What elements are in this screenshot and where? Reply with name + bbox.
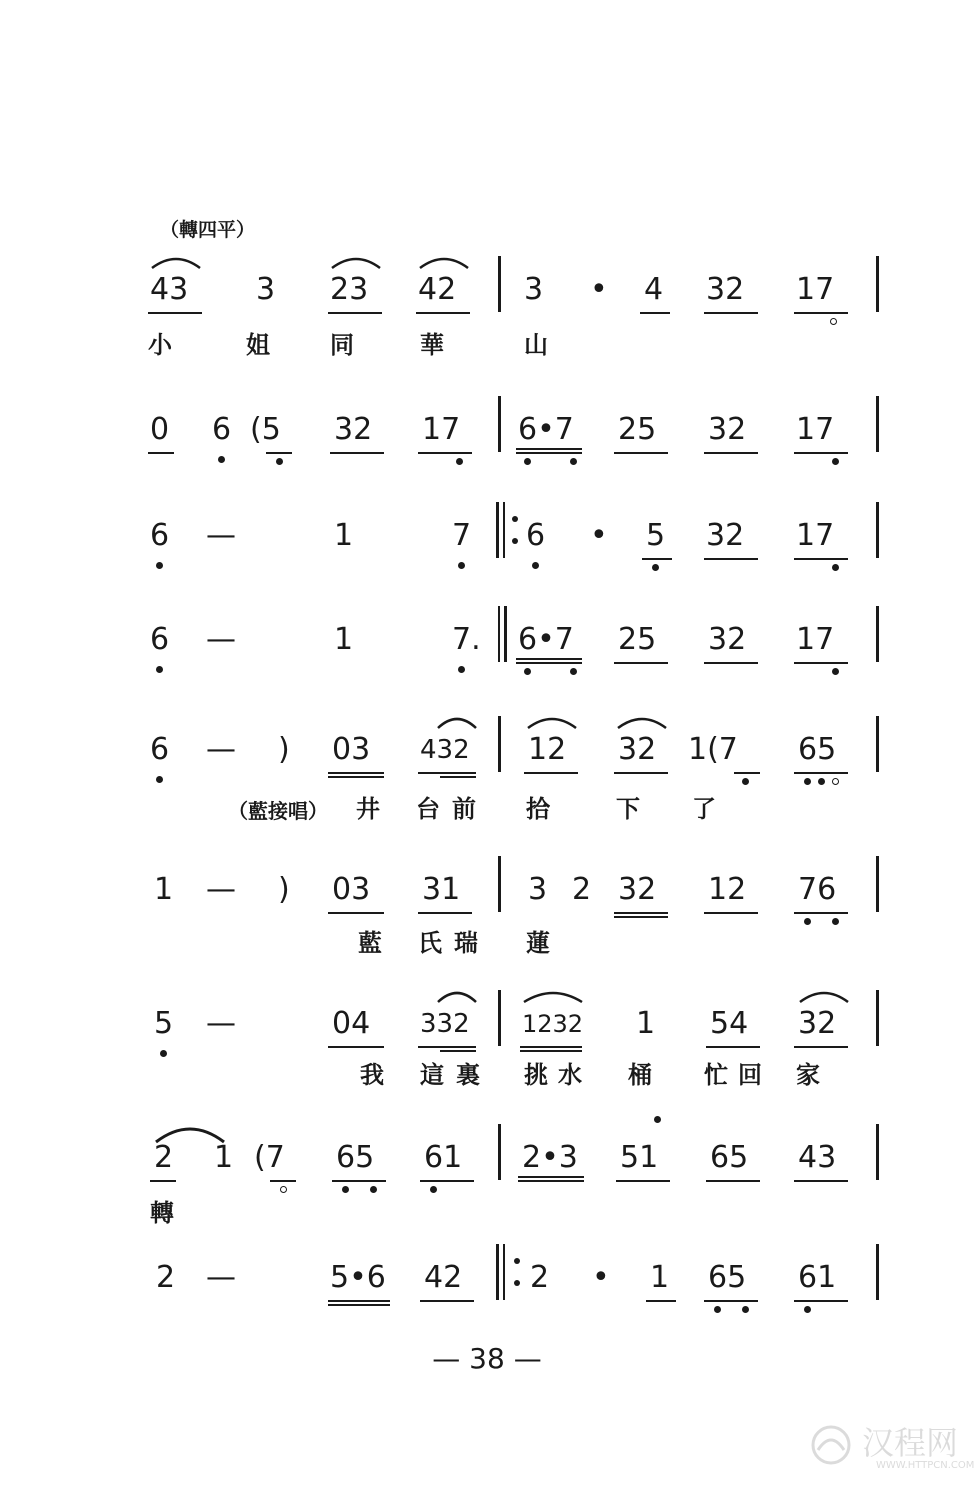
lyric: 華 bbox=[420, 330, 444, 359]
octave-dot bbox=[456, 458, 463, 465]
barline bbox=[876, 396, 879, 452]
beam-line bbox=[418, 1046, 476, 1048]
octave-dot bbox=[652, 564, 659, 571]
lyric: 下 bbox=[616, 794, 640, 823]
beam-line bbox=[328, 1046, 384, 1048]
octave-dot bbox=[430, 1186, 437, 1193]
score-row-2 bbox=[0, 392, 974, 502]
note-group: 51 bbox=[620, 1140, 659, 1175]
beam-line bbox=[148, 312, 202, 314]
lyric: 家 bbox=[796, 1060, 820, 1089]
tempo-note: （轉四平） bbox=[160, 219, 256, 241]
beam-line bbox=[520, 1046, 582, 1048]
beam-line bbox=[794, 772, 848, 774]
barline bbox=[498, 856, 501, 912]
lyric: 小 bbox=[148, 330, 172, 359]
barline bbox=[876, 1124, 879, 1180]
beam-line bbox=[794, 662, 848, 664]
note-group: 1232 bbox=[522, 1010, 584, 1038]
note-group: 2•3 bbox=[522, 1140, 578, 1175]
octave-dot bbox=[156, 562, 163, 569]
beam-line bbox=[704, 452, 758, 454]
note-group: — bbox=[206, 732, 236, 767]
beam-line bbox=[794, 1046, 848, 1048]
note-group: 65 bbox=[708, 1260, 747, 1295]
note-group: 42 bbox=[424, 1260, 463, 1295]
lyric: 藍 bbox=[358, 928, 382, 957]
note-group: 43 bbox=[150, 272, 189, 307]
note-group: 332 bbox=[420, 1009, 470, 1039]
note-group: 2 bbox=[156, 1260, 176, 1295]
note-group: 4 bbox=[644, 272, 664, 307]
score-row-1 bbox=[0, 252, 974, 362]
barline bbox=[876, 256, 879, 312]
beam-line bbox=[516, 452, 582, 454]
score-row-7 bbox=[0, 986, 974, 1096]
octave-dot bbox=[570, 668, 577, 675]
note-group: 03 bbox=[332, 732, 371, 767]
repeat-barline bbox=[496, 1244, 499, 1300]
slur-mark bbox=[522, 712, 582, 732]
octave-dot bbox=[742, 1306, 749, 1313]
beam-line bbox=[328, 912, 384, 914]
note-group: 2 bbox=[530, 1260, 550, 1295]
beam-line bbox=[518, 1176, 584, 1178]
beam-line bbox=[420, 1300, 474, 1302]
note-group: 6 bbox=[212, 412, 232, 447]
note-group: 1 bbox=[334, 622, 354, 657]
beam-line bbox=[520, 1050, 582, 1052]
lyric: 回 bbox=[738, 1060, 762, 1089]
note-group: (7 bbox=[254, 1140, 285, 1175]
note-group: 6 bbox=[150, 518, 170, 553]
repeat-barline bbox=[503, 1244, 505, 1300]
beam-line bbox=[418, 772, 476, 774]
beam-line bbox=[418, 452, 472, 454]
note-group: 04 bbox=[332, 1006, 371, 1041]
beam-line bbox=[516, 658, 582, 660]
note-group: 1 bbox=[154, 872, 174, 907]
repeat-dot bbox=[512, 538, 518, 544]
lyric: 井 bbox=[356, 794, 380, 823]
octave-dot bbox=[524, 458, 531, 465]
note-group: — bbox=[206, 1260, 236, 1295]
beam-line bbox=[516, 662, 582, 664]
watermark bbox=[840, 1418, 974, 1478]
slur-mark bbox=[434, 986, 480, 1006]
note-group: 17 bbox=[796, 622, 835, 657]
beam-line bbox=[642, 558, 672, 560]
note-group: 54 bbox=[710, 1006, 749, 1041]
octave-dot bbox=[804, 1306, 811, 1313]
note-group: 1 bbox=[214, 1140, 234, 1175]
slur-mark bbox=[612, 712, 672, 732]
lyric-note: （藍接唱） bbox=[228, 799, 328, 823]
octave-dot bbox=[804, 918, 811, 925]
beam-line bbox=[148, 452, 174, 454]
beam-line bbox=[614, 662, 668, 664]
beam-line bbox=[440, 1050, 476, 1052]
note-group: 1 bbox=[334, 518, 354, 553]
octave-dot bbox=[832, 668, 839, 675]
note-group: 43 bbox=[798, 1140, 837, 1175]
beam-line bbox=[330, 452, 384, 454]
barline bbox=[876, 1244, 879, 1300]
octave-dot bbox=[276, 458, 283, 465]
barline bbox=[876, 716, 879, 772]
note-group: 2 bbox=[154, 1140, 174, 1175]
note-group: 3 bbox=[524, 272, 544, 307]
note-group: 7 bbox=[452, 518, 472, 553]
octave-dot bbox=[280, 1186, 287, 1193]
slur-mark bbox=[146, 252, 206, 272]
repeat-dot bbox=[514, 1280, 520, 1286]
beam-line bbox=[614, 772, 668, 774]
beam-line bbox=[266, 452, 292, 454]
note-group: 6 bbox=[150, 622, 170, 657]
score-row-4 bbox=[0, 602, 974, 712]
lyric: 桶 bbox=[628, 1060, 652, 1089]
note-group: 32 bbox=[708, 412, 747, 447]
beam-line bbox=[616, 1180, 670, 1182]
note-group: 32 bbox=[618, 872, 657, 907]
note-group: 6 bbox=[526, 518, 546, 553]
note-group: 25 bbox=[618, 622, 657, 657]
octave-dot bbox=[524, 668, 531, 675]
note-group: 1 bbox=[636, 1006, 656, 1041]
lyric: 裏 bbox=[456, 1060, 480, 1089]
note-group: 76 bbox=[798, 872, 837, 907]
score-row-6 bbox=[0, 852, 974, 962]
octave-dot bbox=[832, 458, 839, 465]
octave-dot bbox=[156, 776, 163, 783]
barline bbox=[876, 856, 879, 912]
note-group: 5 bbox=[646, 518, 666, 553]
barline bbox=[876, 502, 879, 558]
octave-dot bbox=[830, 318, 837, 325]
beam-line bbox=[418, 912, 472, 914]
note-group: — bbox=[206, 518, 236, 553]
slur-mark bbox=[326, 252, 386, 272]
lyric: 水 bbox=[558, 1060, 582, 1089]
lyric: 我 bbox=[360, 1060, 384, 1089]
lyric: 蓮 bbox=[526, 928, 550, 957]
score-row-8 bbox=[0, 1120, 974, 1230]
repeat-barline bbox=[503, 502, 505, 558]
watermark-name: 汉程网 bbox=[862, 1424, 959, 1462]
watermark-logo-icon bbox=[806, 1420, 856, 1470]
beam-line bbox=[794, 558, 848, 560]
note-group: 32 bbox=[706, 272, 745, 307]
repeat-dot bbox=[512, 516, 518, 522]
octave-dot bbox=[342, 1186, 349, 1193]
lyric: 挑 bbox=[524, 1060, 548, 1089]
beam-line bbox=[524, 772, 578, 774]
score-row-5 bbox=[0, 712, 974, 822]
octave-dot bbox=[804, 778, 811, 785]
beam-line bbox=[328, 772, 384, 774]
lyric: 山 bbox=[524, 330, 548, 359]
lyric: 台 bbox=[416, 794, 440, 823]
beam-line bbox=[794, 452, 848, 454]
note-group: 23 bbox=[330, 272, 369, 307]
note-group: 3 bbox=[528, 872, 548, 907]
beam-line bbox=[420, 1180, 474, 1182]
note-group: — bbox=[206, 1006, 236, 1041]
beam-line bbox=[794, 912, 848, 914]
note-group: 5 bbox=[154, 1006, 174, 1041]
octave-dot bbox=[570, 458, 577, 465]
repeat-barline bbox=[496, 502, 499, 558]
note-group: 6•7 bbox=[518, 412, 574, 447]
note-group: 42 bbox=[418, 272, 457, 307]
note-group: 12 bbox=[708, 872, 747, 907]
slur-mark bbox=[520, 986, 586, 1006]
beam-line bbox=[328, 1300, 390, 1302]
beam-line bbox=[518, 1180, 584, 1182]
barline bbox=[498, 396, 501, 452]
beam-line bbox=[416, 312, 470, 314]
note-group: 1 bbox=[650, 1260, 670, 1295]
beam-line bbox=[328, 776, 384, 778]
note-group: 65 bbox=[798, 732, 837, 767]
beam-line bbox=[704, 1300, 758, 1302]
score-row-3 bbox=[0, 498, 974, 608]
octave-dot bbox=[532, 562, 539, 569]
octave-dot bbox=[218, 456, 225, 463]
octave-dot bbox=[458, 666, 465, 673]
note-group: 17 bbox=[796, 412, 835, 447]
lyric: 瑞 bbox=[454, 928, 478, 957]
octave-dot bbox=[156, 666, 163, 673]
beam-line bbox=[328, 312, 382, 314]
lyric: 前 bbox=[452, 794, 476, 823]
note-group: 32 bbox=[706, 518, 745, 553]
note-group: 25 bbox=[618, 412, 657, 447]
lyric: 這 bbox=[420, 1060, 444, 1089]
note-group: 2 bbox=[572, 872, 592, 907]
note-group: 7. bbox=[452, 622, 481, 657]
barline bbox=[504, 606, 507, 662]
beam-line bbox=[704, 912, 758, 914]
note-group: 17 bbox=[796, 272, 835, 307]
beam-line bbox=[614, 912, 668, 914]
lyric: 忙 bbox=[704, 1060, 728, 1089]
octave-dot bbox=[714, 1306, 721, 1313]
note-group: 432 bbox=[420, 735, 470, 765]
note-group: • bbox=[592, 1260, 610, 1295]
note-group: 32 bbox=[618, 732, 657, 767]
note-group: 03 bbox=[332, 872, 371, 907]
score-row-9 bbox=[0, 1240, 974, 1350]
note-group: 32 bbox=[334, 412, 373, 447]
note-group: ) bbox=[278, 732, 290, 767]
beam-line bbox=[706, 1046, 760, 1048]
beam-line bbox=[646, 1300, 676, 1302]
octave-dot bbox=[160, 1050, 167, 1057]
barline bbox=[498, 1124, 501, 1180]
beam-line bbox=[516, 448, 582, 450]
note-group: ) bbox=[278, 872, 290, 907]
note-group: 1(7 bbox=[688, 732, 738, 767]
octave-dot bbox=[370, 1186, 377, 1193]
beam-line bbox=[328, 1304, 390, 1306]
slur-mark bbox=[414, 252, 474, 272]
beam-line bbox=[794, 312, 848, 314]
beam-line bbox=[706, 1180, 760, 1182]
note-group: 6•7 bbox=[518, 622, 574, 657]
lyric: 同 bbox=[330, 330, 354, 359]
beam-line bbox=[704, 558, 758, 560]
beam-line bbox=[704, 312, 758, 314]
barline bbox=[876, 606, 879, 662]
beam-line bbox=[794, 1180, 848, 1182]
beam-line bbox=[704, 662, 758, 664]
beam-line bbox=[150, 1180, 176, 1182]
octave-dot bbox=[832, 564, 839, 571]
beam-line bbox=[270, 1180, 296, 1182]
beam-line bbox=[640, 312, 670, 314]
beam-line bbox=[614, 452, 668, 454]
slur-mark bbox=[794, 986, 854, 1006]
note-group: • bbox=[590, 272, 608, 307]
barline bbox=[498, 606, 500, 662]
lyric: 氏 bbox=[418, 928, 442, 957]
beam-line bbox=[440, 776, 476, 778]
octave-dot bbox=[832, 778, 839, 785]
octave-dot bbox=[818, 778, 825, 785]
lyric: 轉 bbox=[150, 1198, 174, 1227]
note-group: 3 bbox=[256, 272, 276, 307]
note-group: 31 bbox=[422, 872, 461, 907]
note-group: — bbox=[206, 622, 236, 657]
note-group: 6 bbox=[150, 732, 170, 767]
lyric: 了 bbox=[692, 794, 716, 823]
note-group: 17 bbox=[422, 412, 461, 447]
slur-mark bbox=[434, 712, 480, 732]
note-group: 5•6 bbox=[330, 1260, 386, 1295]
note-group: (5 bbox=[250, 412, 281, 447]
octave-dot bbox=[832, 918, 839, 925]
lyric: 姐 bbox=[246, 330, 270, 359]
note-group: 61 bbox=[798, 1260, 837, 1295]
note-group: • bbox=[590, 518, 608, 553]
repeat-dot bbox=[514, 1258, 520, 1264]
lyric: 拾 bbox=[526, 794, 550, 823]
barline bbox=[876, 990, 879, 1046]
beam-line bbox=[332, 1180, 386, 1182]
note-group: 32 bbox=[798, 1006, 837, 1041]
note-group: 61 bbox=[424, 1140, 463, 1175]
octave-dot bbox=[742, 778, 749, 785]
barline bbox=[498, 716, 501, 772]
beam-line bbox=[794, 1300, 848, 1302]
note-group: 65 bbox=[710, 1140, 749, 1175]
octave-dot bbox=[458, 562, 465, 569]
watermark-url: WWW.HTTPCN.COM bbox=[876, 1460, 974, 1471]
note-group: 32 bbox=[708, 622, 747, 657]
barline bbox=[498, 990, 501, 1046]
note-group: — bbox=[206, 872, 236, 907]
octave-dot bbox=[654, 1116, 661, 1123]
note-group: 17 bbox=[796, 518, 835, 553]
note-group: 0 bbox=[150, 412, 170, 447]
beam-line bbox=[614, 916, 668, 918]
beam-line bbox=[734, 772, 760, 774]
page-number: — 38 — bbox=[432, 1342, 542, 1375]
note-group: 12 bbox=[528, 732, 567, 767]
note-group: 65 bbox=[336, 1140, 375, 1175]
barline bbox=[498, 256, 501, 312]
